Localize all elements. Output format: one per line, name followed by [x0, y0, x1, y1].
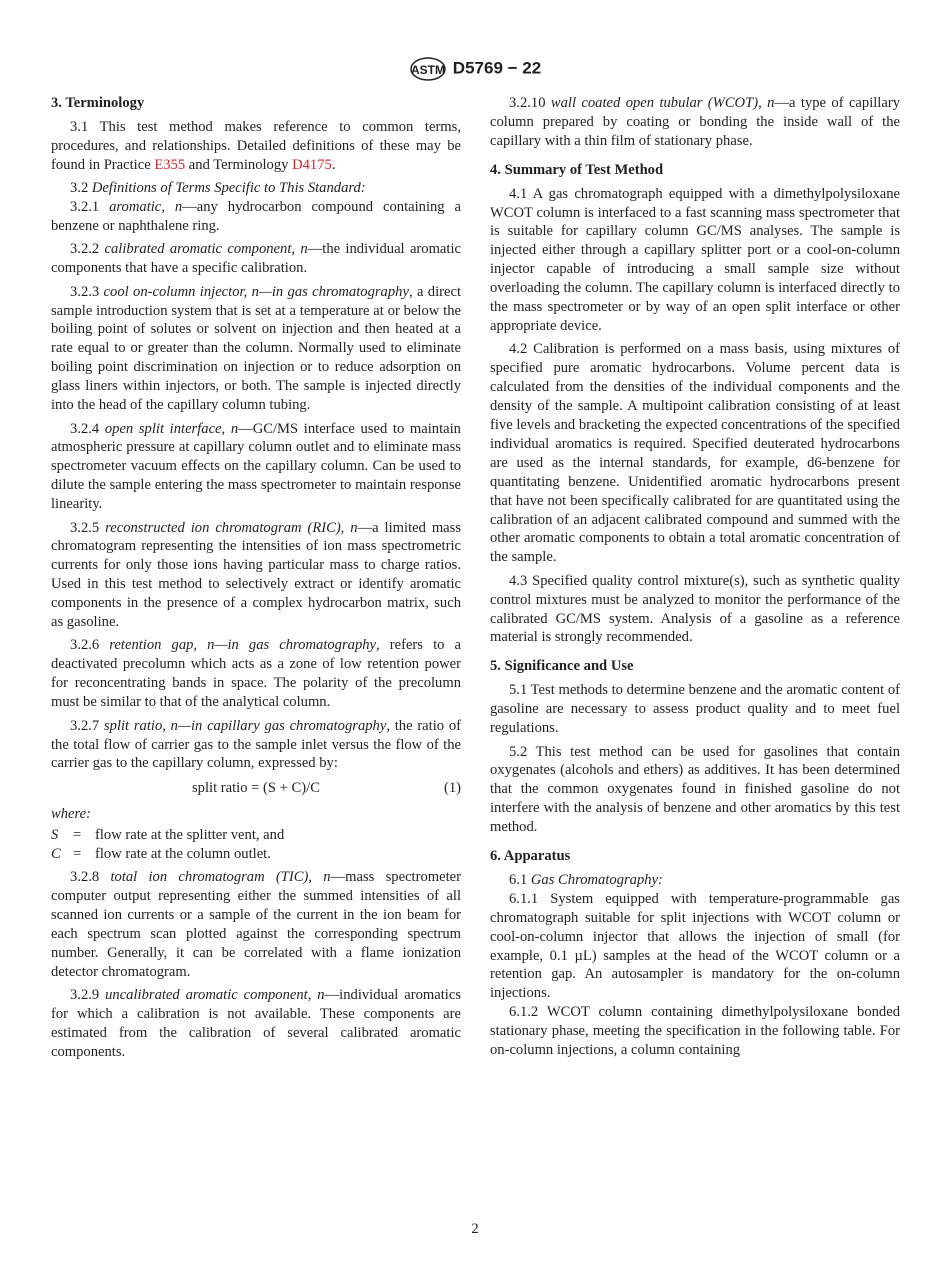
- definition-3-2-1: 3.2.1 aromatic, n—any hydrocarbon compound containing a benzene or naphthalene ring.: [51, 199, 462, 234]
- astm-logo-icon: [409, 56, 447, 82]
- svg-text:ASTM: ASTM: [410, 63, 445, 77]
- definition-3-2-2: 3.2.2 calibrated aromatic component, n—the individual aromatic components that have a specific calibration.: [51, 241, 461, 277]
- paragraph-3-1: 3.1 This test method makes reference to common terms, procedures, and relationships. Detailed definitions of these may be found in Practice E355 and Terminology D4175.: [51, 118, 461, 173]
- equation-1: [51, 773, 461, 803]
- equation-formula: split ratio = (S + C)/C: [192, 780, 320, 797]
- definition-3-2-6: 3.2.6 retention gap, n—in gas chromatography, refers to a deactivated precolumn which acts as a zone of low retention power for reconcentrating bands in space. The polarity of the precolumn must be similar to that of the analytical column.: [51, 637, 461, 711]
- equation-number: (1): [443, 780, 461, 797]
- right-column: [490, 94, 900, 1065]
- definition-3-2-4: 3.2.4 open split interface, n—GC/MS interface used to maintain atmospheric pressure at capillary column outlet and to eliminate mass spectrometer vacuum effects on the capillary column. Can be used to dilute the sample entering the mass spectrometer to maintain response linearity.: [51, 420, 461, 513]
- section-heading-summary: 4. Summary of Test Method: [490, 161, 664, 178]
- designation: D5769 − 22: [452, 58, 542, 78]
- page-number: 2: [471, 1221, 479, 1237]
- section-heading-significance: 5. Significance and Use: [490, 658, 634, 675]
- paragraph-5-1: 5.1 Test methods to determine benzene and the aromatic content of gasoline are necessary to assess product quality and to meet fuel regulations.: [490, 682, 900, 737]
- paragraph-5-2: 5.2 This test method can be used for gasolines that contain oxygenates (alcohols and ethers) as additives. It has been determined that the common oxygenates found in finished gasoline do not interfere with the analysis of benzene and other aromatics by this test method.: [490, 743, 900, 836]
- page-header: [0, 56, 950, 82]
- symbol-definition: C = flow rate at the column outlet.: [51, 846, 271, 863]
- paragraph-6-1: 6.1 Gas Chromatography:: [509, 871, 663, 888]
- paragraph-6-1-2: 6.1.2 WCOT column containing dimethylpolysiloxane bonded stationary phase, meeting the specification in the following table. For on-column injections, a column containing: [490, 1004, 900, 1059]
- definition-3-2-3: 3.2.3 cool on-column injector, n—in gas chromatography, a direct sample introduction system that is set at a temperature at or below the boiling point of solutes or solvent on injection and then heated at a rate equal to or greater than the column. Normally used to eliminate boiling point discrimination on injection or to reduce adsorption on glass liners within injectors, or both. The sample is injected directly into the head of the capillary column tubing.: [51, 283, 461, 414]
- section-heading-terminology: 3. Terminology: [51, 95, 145, 111]
- definition-3-2-10: 3.2.10 wall coated open tubular (WCOT), n—a type of capillary column prepared by coating or bonding the inside wall of the capillary with a thin film of stationary phase.: [490, 95, 900, 149]
- link-d4175[interactable]: D4175: [292, 156, 332, 173]
- paragraph-6-1-1: 6.1.1 System equipped with temperature-programmable gas chromatograph suitable for split injections with WCOT column or cool-on-column injector that allows the injection of small (for example, 0.1 µL) samples at the head of the WCOT column or a retention gap. An autosampler is mandatory for the on-column injections.: [490, 890, 900, 1002]
- paragraph-4-2: 4.2 Calibration is performed on a mass basis, using mixtures of specified pure aromatic hydrocarbons. Volume percent data is calculated from the densities of the individual components and the density of the sample. A multipoint calibration consisting of at least five levels and bracketing the expected concentrations of the specified individual aromatics is required. Specified deuterated hydrocarbons are used as the internal standards, for example, d6-benzene for quantitating benzene. Unidentified aromatic hydrocarbons present that have not been specifically calibrated for are quantitated using the calibration of an adjacent calibrated compound and summed with the other aromatic components to obtain a total aromatic concentration of the sample.: [490, 341, 900, 566]
- paragraph-4-3: 4.3 Specified quality control mixture(s), such as synthetic quality control mixtures must be analyzed to monitor the performance of the calibrated GC/MS system. Analysis of a gasoline as a reference material is strongly recommended.: [490, 572, 900, 646]
- symbol-definition: S = flow rate at the splitter vent, and: [51, 827, 285, 844]
- paragraph-4-1: 4.1 A gas chromatograph equipped with a dimethylpolysiloxane WCOT column is interfaced to a fast scanning mass spectrometer that is suitable for capillary column GC/MS analyses. The sample is injected either through a capillary splitter port or a cool-on-column injector capable of introducing a small sample size without overloading the column. The capillary column is interfaced directly to the mass spectrometer or by way of an open split interface or other appropriate device.: [490, 185, 900, 334]
- link-e355[interactable]: E355: [154, 156, 186, 173]
- where-label: where:: [51, 806, 91, 823]
- section-heading-apparatus: 6. Apparatus: [490, 848, 571, 865]
- definition-3-2-9: 3.2.9 uncalibrated aromatic component, n—individual aromatics for which a calibration is not available. These components are estimated from the calibration of several calibrated aromatic components.: [51, 986, 461, 1060]
- definition-3-2-5: 3.2.5 reconstructed ion chromatogram (RIC), n—a limited mass chromatogram representing the intensities of ion mass spectrometric currents for only those ions having particular mass to charge ratios. Used in this test method to selectively extract or identify aromatic components in the presence of a complex hydrocarbon matrix, such as gasoline.: [51, 519, 462, 631]
- paragraph-3-2: 3.2 Definitions of Terms Specific to This Standard:: [70, 180, 366, 197]
- definition-3-2-7: 3.2.7 split ratio, n—in capillary gas chromatography, the ratio of the total flow of carrier gas to the sample inlet versus the flow of the carrier gas to the capillary column, expressed by:: [51, 717, 461, 772]
- definition-3-2-8: 3.2.8 total ion chromatogram (TIC), n—mass spectrometer computer output representing either the summed intensities of all scanned ion currents or a sample of the current in the ion beam for each spectrum scan plotted against the corresponding spectrum number. Generally, it can be correlated with a flame ionization detector chromatogram.: [51, 869, 461, 980]
- left-column: [51, 94, 461, 1066]
